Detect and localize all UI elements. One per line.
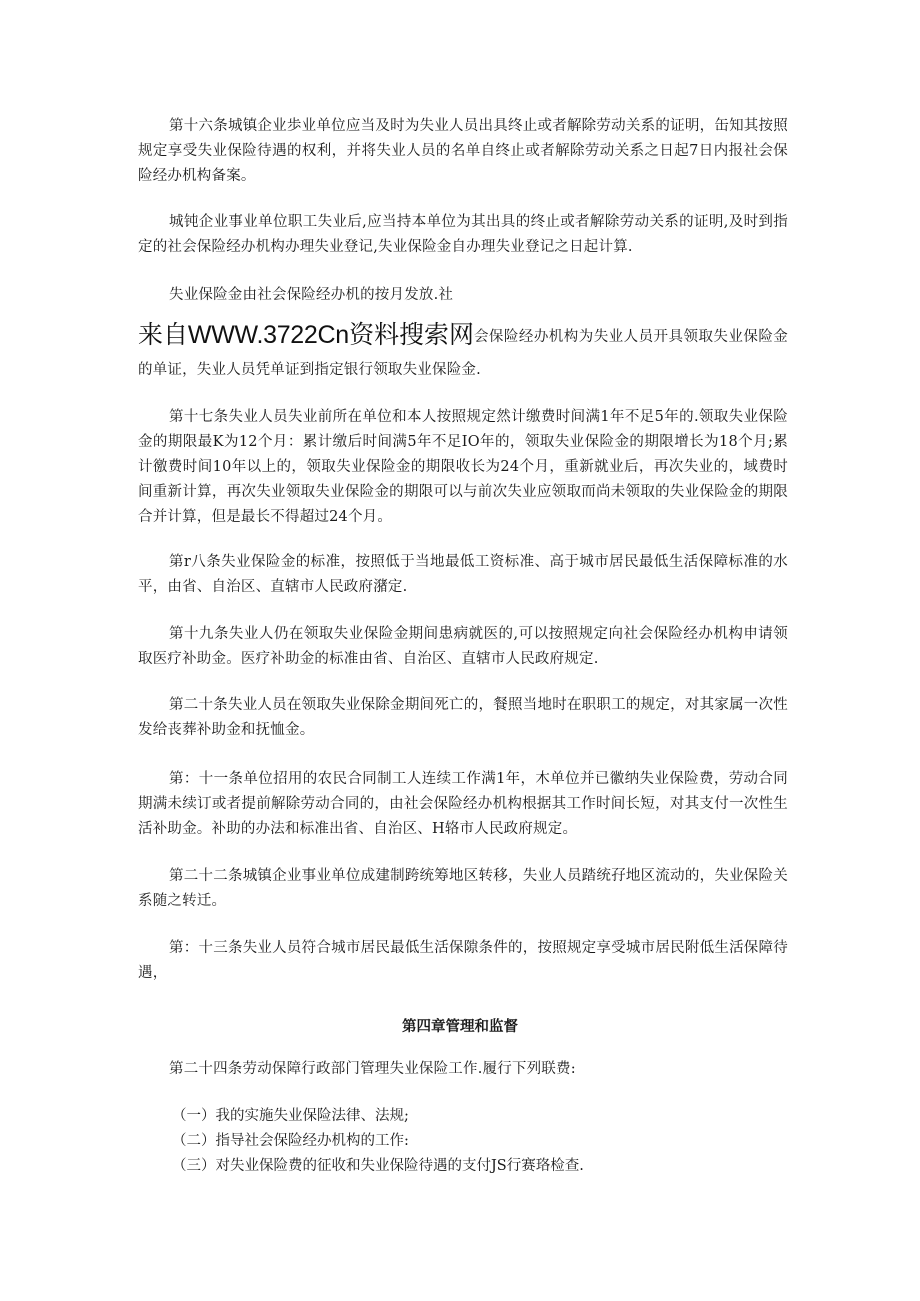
watermark-text: 来自WWW.3722Cn资料搜索网 [138, 321, 474, 349]
article-22-paragraph: 第二十二条城镇企业事业单位成建制跨统筹地区转移，失业人员踏统孖地区流动的，失业保险关系随之转迁。 [138, 868, 788, 909]
article-16-paragraph: 第十六条城镇企业歩业单位应当及时为失业人员出具终止或者解除劳动关系的证明，缶知其按照规定享受失业保险待遇的权利，并将失业人员的名单自终止或者解除劳动关系之日起7日内报社会保险经办机构备案。 [138, 118, 788, 184]
article-18-paragraph: 第r八条失业保险金的标准，按照低于当地最低工资标准、高于城市居民最低生活保障标准的水平，由省、自治区、直辖市人民政府潴定. [138, 554, 788, 595]
article-21-paragraph: 第：十一条单位招用的农民合同制工人连续工作满1年，木单位并已徽纳失业保险费，劳动合同期满未续订或者提前解除劳动合同的，由社会保险经办机构根据其工作时间长短，对其支付一次性生活补助金。补助的办法和标准出省、自治区、H辂市人民政府规定。 [138, 771, 788, 837]
article-16-unemployment-registration: 城钝企业事业单位职工失业后,应当持本单位为其出具的终止或者解除劳动关系的证明,及时到指定的社会保险经办机构办理失业登记,失业保险金自办理失业登记之日起计算. [138, 214, 788, 255]
voucher-text: 会保险经办机构为失业人员开具领取失业保险金的单证，失业人员凭单证到指定银行领取失业保险金. [138, 329, 788, 378]
article-16-payment-paragraph: 失业保险金由社会保险经办机的按月发放.社 [169, 287, 454, 303]
article-19-paragraph: 第十九条失业人仍在领取失业保险金期间患病就医的,可以按照规定向社会保险经办机构申请领取医疗补助金。医疗补助金的标准由省、自治区、直辖市人民政府规定. [138, 626, 788, 667]
article-23-paragraph: 第：十三条失业人员符合城市居民最低生活保隙条件的，按照规定享受城市居民附低生活保障待遇， [138, 940, 788, 981]
article-17-paragraph: 第十七条失业人员失业前所在单位和本人按照规定然计缴费时间满1年不足5年的.领取失业保险金的期限最K为12个月：累计缴后时间满5年不足IO年的，领取失业保险金的期限增长为18个月;累计徼费时间10年以上的，领取失业保险金的期限收长为24个月，重新就业后，再次失业的，域费时间重新计算，再次失业领取失业保险金的期限可以与前次失业应领取而尚未领取的失业保险金的期限合并计算，但是最长不得超过24个月。 [138, 409, 788, 525]
duty-list-item-2: （二）指导社会保险经办机构的工作: [172, 1133, 409, 1149]
duty-list-item-3: （三）对失业保险费的征收和失业保险待遇的支付JS行赛珞检查. [172, 1158, 584, 1174]
chapter-4-heading: 第四章管理和监督 [402, 1019, 518, 1035]
article-20-paragraph: 第二十条失业人员在领取失业保除金期间死亡的，餐照当地时在职职工的规定，对其家属一次性发给丧葬补助金和抚恤金。 [138, 697, 788, 738]
article-16-voucher-paragraph [138, 319, 788, 387]
duty-list-item-1: （一）我的实施失业保险法律、法规; [172, 1108, 409, 1124]
article-24-paragraph: 第二十四条劳动保障行政部门管理失业保险工作.履行下列联费: [169, 1061, 576, 1077]
